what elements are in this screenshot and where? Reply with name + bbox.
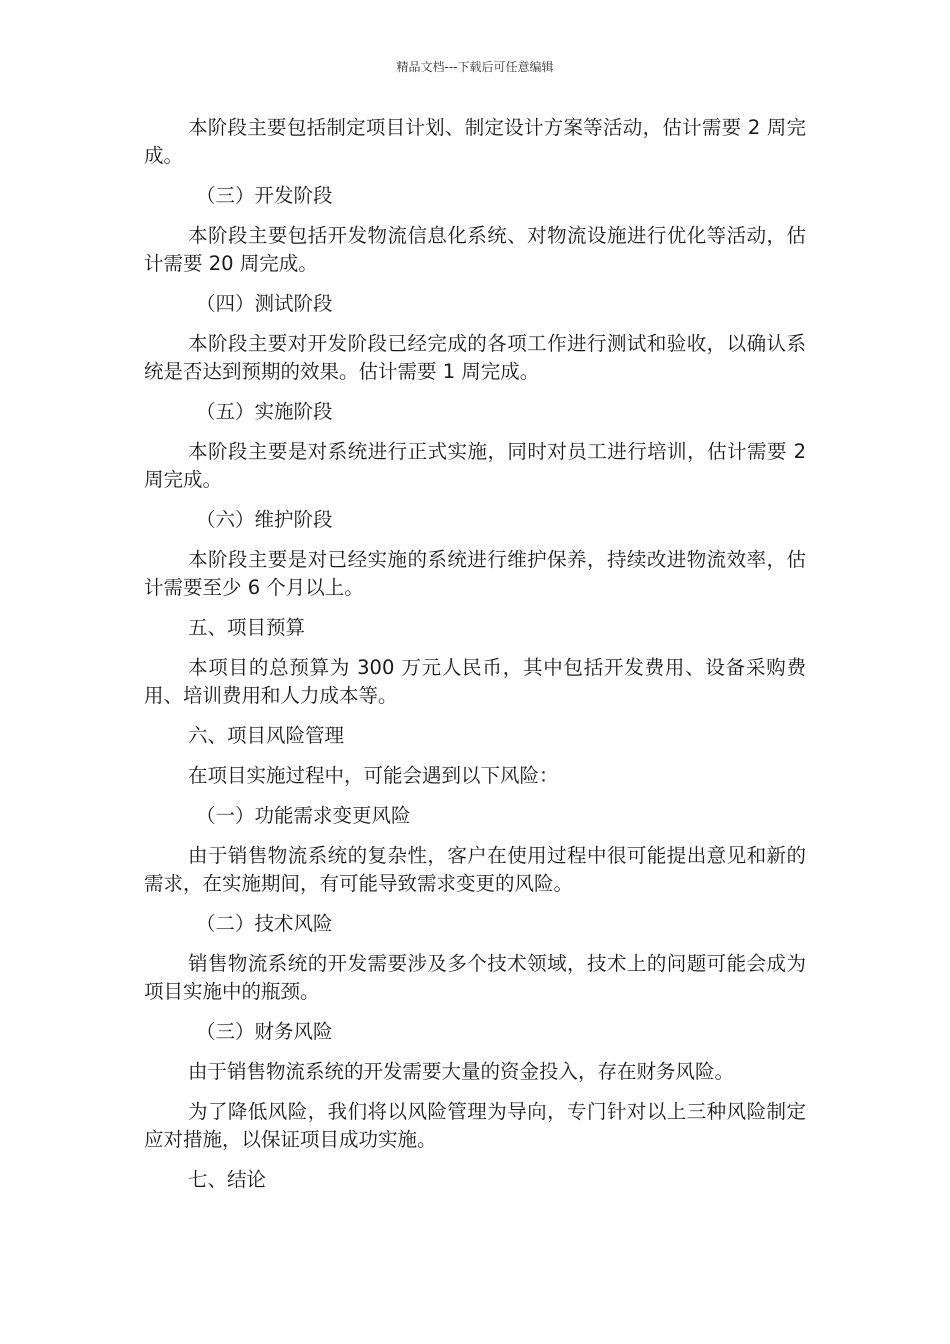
subheading-financial-risk: （三）财务风险 xyxy=(196,1020,333,1043)
paragraph-design-phase: 本阶段主要包括制定项目计划、制定设计方案等活动，估计需要 2 周完成。 xyxy=(144,116,806,167)
subheading-development-phase: （三）开发阶段 xyxy=(196,184,333,207)
paragraph-testing-phase: 本阶段主要对开发阶段已经完成的各项工作进行测试和验收，以确认系统是否达到预期的效果。估计需要 1 周完成。 xyxy=(144,332,806,383)
page-header: 精品文档---下载后可任意编辑 xyxy=(396,60,554,74)
paragraph-technical-risk: 销售物流系统的开发需要涉及多个技术领域，技术上的问题可能会成为项目实施中的瓶颈。 xyxy=(144,952,806,1003)
document-body xyxy=(144,114,806,1206)
paragraph-budget: 本项目的总预算为 300 万元人民币，其中包括开发费用、设备采购费用、培训费用和人力成本等。 xyxy=(144,656,806,707)
subheading-testing-phase: （四）测试阶段 xyxy=(196,292,333,315)
paragraph-financial-risk: 由于销售物流系统的开发需要大量的资金投入，存在财务风险。 xyxy=(188,1060,735,1083)
paragraph-risk-intro: 在项目实施过程中，可能会遇到以下风险： xyxy=(188,764,559,787)
section-heading-conclusion: 七、结论 xyxy=(188,1168,267,1191)
subheading-implementation-phase: （五）实施阶段 xyxy=(196,400,333,423)
paragraph-implementation-phase: 本阶段主要是对系统进行正式实施，同时对员工进行培训，估计需要 2 周完成。 xyxy=(144,440,806,491)
paragraph-maintenance-phase: 本阶段主要是对已经实施的系统进行维护保养，持续改进物流效率，估计需要至少 6 个月以上。 xyxy=(144,548,806,599)
paragraph-risk-mitigation: 为了降低风险，我们将以风险管理为导向，专门针对以上三种风险制定应对措施，以保证项目成功实施。 xyxy=(144,1100,806,1151)
section-heading-budget: 五、项目预算 xyxy=(188,616,306,639)
subheading-technical-risk: （二）技术风险 xyxy=(196,912,333,935)
subheading-maintenance-phase: （六）维护阶段 xyxy=(196,508,333,531)
paragraph-development-phase: 本阶段主要包括开发物流信息化系统、对物流设施进行优化等活动，估计需要 20 周完成。 xyxy=(144,224,806,275)
subheading-requirement-risk: （一）功能需求变更风险 xyxy=(196,804,411,827)
paragraph-requirement-risk: 由于销售物流系统的复杂性，客户在使用过程中很可能提出意见和新的需求，在实施期间，有可能导致需求变更的风险。 xyxy=(144,844,806,895)
section-heading-risk-management: 六、项目风险管理 xyxy=(188,724,345,747)
